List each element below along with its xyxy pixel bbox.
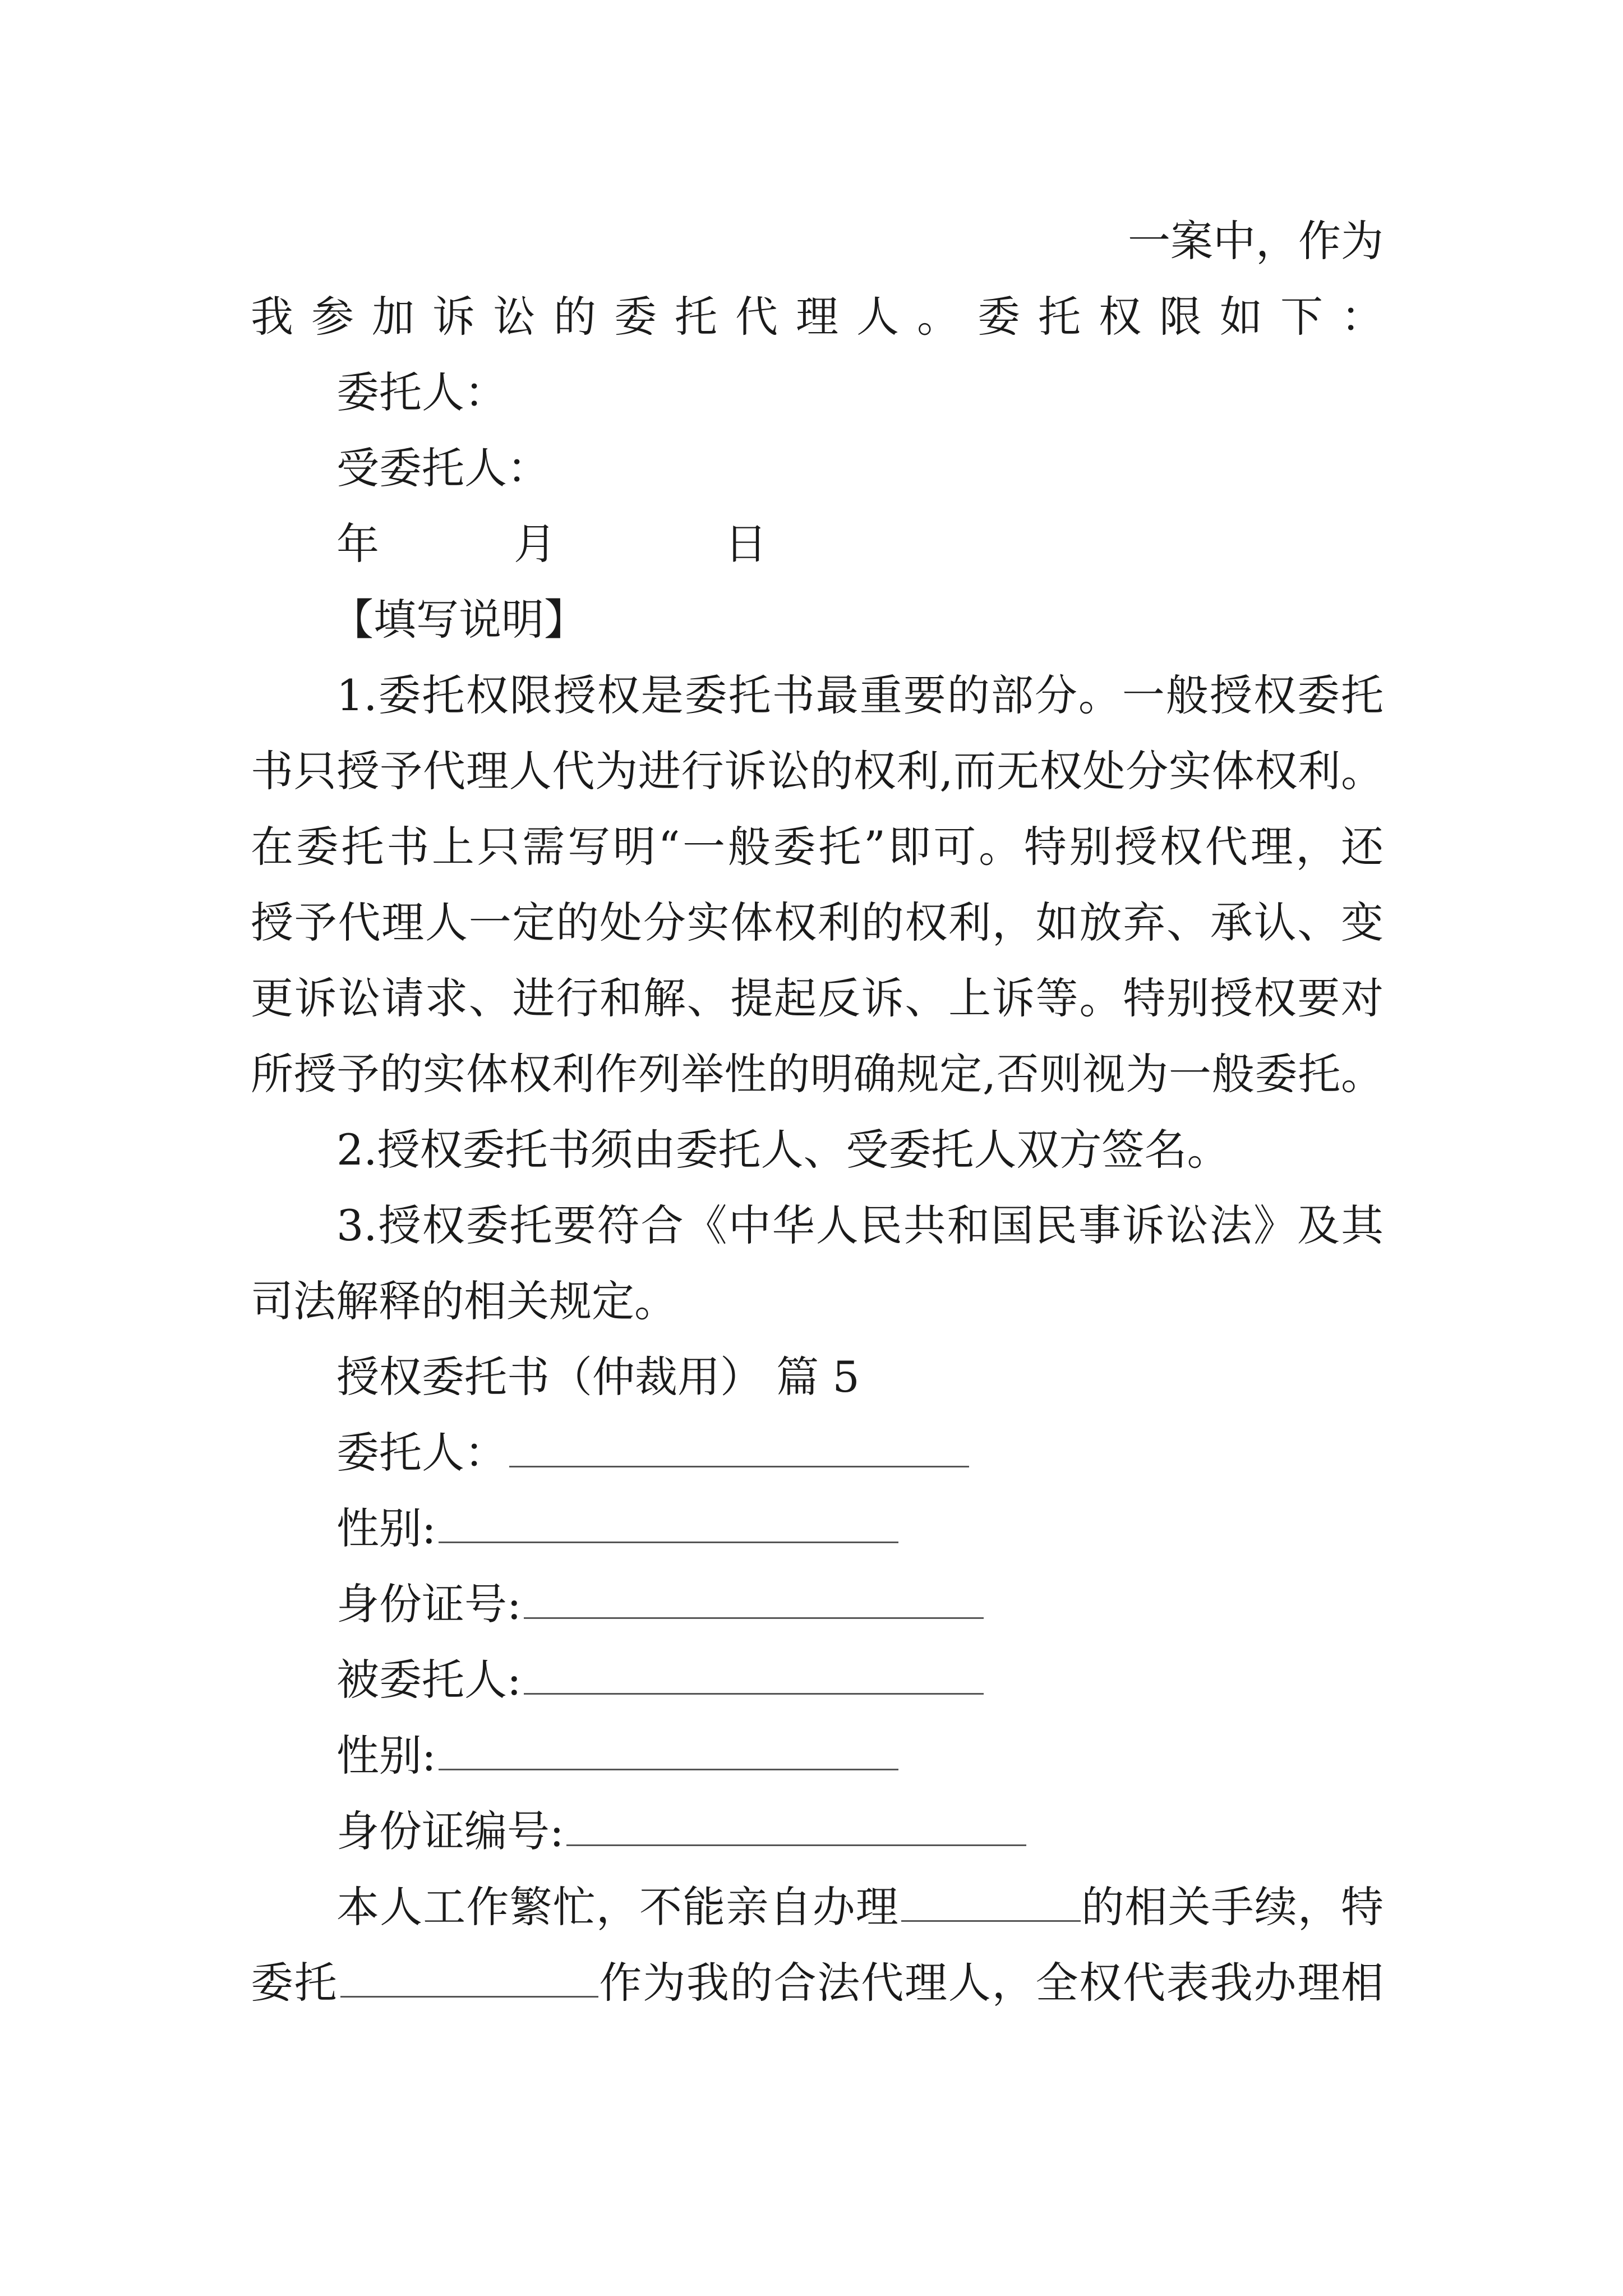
text-segment: 的相关手续，特 <box>1080 1882 1384 1932</box>
section-heading: 【填写说明】 <box>331 595 587 645</box>
gender-field-label: 性别: <box>336 1503 436 1553</box>
article-title: 授权委托书（仲裁用） 篇 5 <box>336 1352 860 1402</box>
id-number-field-row <box>336 1576 984 1632</box>
text-line: 我参加诉讼的委托代理人。委托权限如下： <box>251 292 1384 342</box>
agent-gender-field-row <box>336 1728 898 1784</box>
text-segment: 本人工作繁忙，不能亲自办理 <box>336 1882 899 1932</box>
text-line: 3.授权委托要符合《中华人民共和国民事诉讼法》及其 <box>336 1200 1384 1250</box>
agent-id-blank <box>566 1805 1026 1846</box>
agent-gender-field-label: 性别: <box>336 1731 436 1780</box>
gender-blank <box>439 1502 898 1543</box>
id-number-field-label: 身份证号: <box>336 1579 522 1629</box>
agent-field-row <box>336 1652 984 1708</box>
text-line: 授予代理人一定的处分实体权利的权利，如放弃、承认、变 <box>251 898 1384 947</box>
text-line-with-blank <box>251 1955 1384 2011</box>
gender-field-row <box>336 1501 898 1557</box>
text-line: 一案中，作为 <box>1128 216 1384 266</box>
year-label: 年 <box>336 519 379 569</box>
id-number-blank <box>524 1578 984 1619</box>
agent-id-field-row <box>336 1803 1026 1860</box>
principal-field-label: 委托人： <box>336 1428 507 1478</box>
principal-blank <box>509 1427 969 1467</box>
agent-blank <box>524 1654 984 1695</box>
principal-field-row <box>336 1425 969 1481</box>
text-line: 司法解释的相关规定。 <box>251 1276 677 1326</box>
text-line: 更诉讼请求、进行和解、提起反诉、上诉等。特别授权要对 <box>251 973 1384 1023</box>
month-label: 月 <box>514 519 556 569</box>
matter-blank <box>901 1881 1081 1922</box>
text-segment: 委托 <box>251 1958 338 2008</box>
agent-field-label: 被委托人: <box>336 1655 522 1705</box>
agent-label: 受委托人： <box>336 443 550 493</box>
text-line: 在委托书上只需写明“一般委托”即可。特别授权代理，还 <box>251 822 1384 872</box>
text-line: 2.授权委托书须由委托人、受委托人双方签名。 <box>336 1125 1230 1175</box>
agent-name-blank <box>340 1957 598 1998</box>
text-line: 书只授予代理人代为进行诉讼的权利,而无权处分实体权利。 <box>251 746 1384 796</box>
text-line-with-blank <box>336 1879 1384 1935</box>
text-line: 1.委托权限授权是委托书最重要的部分。一般授权委托 <box>336 670 1384 720</box>
text-segment: 作为我的合法代理人，全权代表我办理相 <box>598 1958 1384 2008</box>
day-label: 日 <box>725 519 767 569</box>
date-line <box>336 516 767 572</box>
agent-gender-blank <box>439 1729 898 1770</box>
agent-id-field-label: 身份证编号: <box>336 1806 564 1856</box>
text-line: 所授予的实体权利作列举性的明确规定,否则视为一般委托。 <box>251 1049 1384 1099</box>
principal-label: 委托人： <box>336 367 507 417</box>
